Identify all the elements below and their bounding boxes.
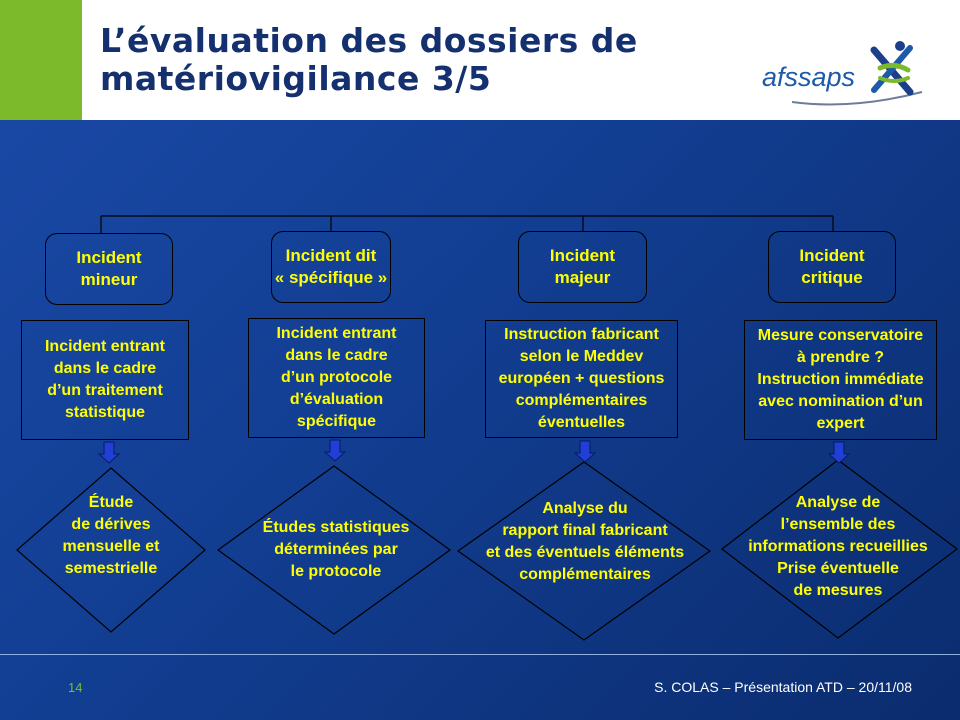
action-line: avec nomination d’un [758,393,923,410]
category-box-majeur [518,231,647,303]
arrow-down-icon [575,441,595,462]
action-line: expert [816,415,865,432]
category-label-line1: Incident [76,248,142,267]
category-box-specifique [271,231,391,303]
outcome-line: le protocole [290,563,382,580]
outcome-line: semestrielle [64,560,158,577]
outcome-text-mineur [32,490,190,582]
action-line: Mesure conservatoire [757,327,924,344]
action-line: Incident entrant [44,338,165,355]
logo-text: afssaps [762,62,856,92]
category-label-line1: Incident [549,246,616,265]
outcome-line: Analyse du [542,500,628,517]
category-box-mineur [45,233,173,305]
outcome-line: rapport final fabricant [502,522,668,539]
outcome-line: Prise éventuelle [777,560,899,577]
action-line: statistique [64,404,145,421]
action-line: selon le Meddev [519,348,644,365]
action-line: à prendre ? [796,349,885,366]
outcome-text-specifique [244,514,428,586]
outcome-text-majeur [470,496,700,588]
action-line: Instruction immédiate [757,371,924,388]
arrow-down-icon [99,442,119,463]
action-box-specifique [248,318,425,438]
page-number: 14 [68,680,83,695]
action-box-majeur [485,320,678,438]
title-line-2: matériovigilance 3/5 [100,59,492,98]
outcome-line: Étude [88,494,134,511]
action-line: Instruction fabricant [504,326,659,343]
action-line: d’un traitement [47,382,163,399]
outcome-line: et des éventuels éléments [485,544,685,561]
category-label-line2: majeur [554,268,611,287]
outcome-line: de dérives [71,516,151,533]
category-box-critique [768,231,896,303]
action-line: Incident entrant [276,325,397,342]
outcome-line: informations recueillies [748,538,928,555]
action-line: d’évaluation [289,391,384,408]
outcome-line: l’ensemble des [780,516,896,533]
outcome-line: mensuelle et [62,538,160,555]
category-label-line1: Incident dit [285,246,377,265]
outcome-line: de mesures [793,582,883,599]
outcome-line: complémentaires [519,566,651,583]
outcome-line: Analyse de [795,494,881,511]
category-label-line2: critique [801,268,863,287]
action-line: européen + questions [498,370,665,387]
outcome-text-critique [738,490,938,604]
category-label-line2: « spécifique » [274,268,388,287]
arrow-down-icon [829,442,849,463]
arrow-down-icon [325,440,345,461]
action-line: dans le cadre [53,360,157,377]
category-label-line2: mineur [80,270,138,289]
title-line-1: L’évaluation des dossiers de [100,21,638,60]
outcome-line: déterminées par [274,541,398,558]
category-label-line1: Incident [799,246,865,265]
action-box-critique [744,320,937,440]
footer-credit: S. COLAS – Présentation ATD – 20/11/08 [654,679,912,695]
action-line: complémentaires [515,392,648,409]
action-line: spécifique [296,413,377,430]
footer-divider [0,654,960,655]
action-line: éventuelles [537,414,626,431]
action-line: d’un protocole [280,369,393,386]
outcome-line: Études statistiques [262,519,410,536]
action-box-mineur [21,320,189,440]
action-line: dans le cadre [285,347,388,364]
